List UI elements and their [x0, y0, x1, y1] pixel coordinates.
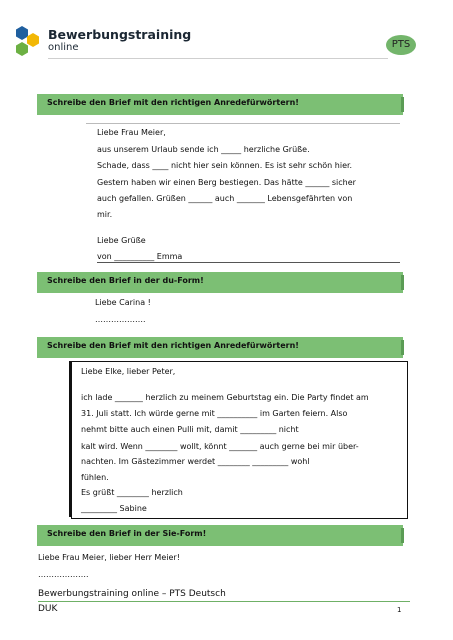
- section-header-2: [37, 272, 403, 293]
- section-header-4: [37, 525, 403, 546]
- hexagon-logo-icon: [14, 25, 44, 59]
- section-bar-tail: [401, 97, 404, 112]
- letter-line: Liebe Elke, lieber Peter,: [81, 367, 176, 376]
- letter-line: Liebe Frau Meier,: [97, 128, 166, 137]
- section-title: Schreibe den Brief in der Sie-Form!: [47, 529, 207, 538]
- footer-title: Bewerbungstraining online – PTS Deutsch: [38, 589, 226, 599]
- header-divider: [48, 58, 388, 59]
- letter-bottom-rule: [97, 262, 400, 263]
- letter-line: nehmt bitte auch einen Pulli mit, damit _________ nicht: [81, 425, 299, 434]
- letter-line: mir.: [97, 210, 113, 219]
- letter-closing: Es grüßt ________ herzlich: [81, 488, 183, 497]
- brand-title: Bewerbungstraining: [48, 27, 192, 42]
- section-bar-tail: [401, 340, 404, 355]
- letter-top-rule: [86, 123, 400, 124]
- footer-code: DUK: [38, 604, 58, 614]
- page-number: 1: [397, 606, 402, 614]
- letter-box-left-bar: [69, 361, 71, 517]
- letter-line: ich lade _______ herzlich zu meinem Geburtstag ein. Die Party findet am: [81, 393, 369, 402]
- letter-line: kalt wird. Wenn ________ wollt, könnt _______ auch gerne bei mir über-: [81, 442, 359, 451]
- letter-salutation: Liebe Carina !: [95, 298, 151, 307]
- letter-placeholder: ……………….: [95, 315, 146, 324]
- section-header-3: [37, 337, 403, 358]
- section-header-1: [37, 94, 403, 115]
- pts-badge: PTS: [386, 35, 416, 55]
- section-bar-tail: [401, 275, 404, 290]
- letter-signature: von __________ Emma: [97, 252, 183, 261]
- letter-line: fühlen.: [81, 473, 109, 482]
- letter-signature: _________ Sabine: [81, 504, 147, 513]
- letter-line: Schade, dass ____ nicht hier sein können. Es ist sehr schön hier.: [97, 161, 353, 170]
- letter-line: 31. Juli statt. Ich würde gerne mit __________ im Garten feiern. Also: [81, 409, 348, 418]
- letter-placeholder: ……………….: [38, 570, 89, 579]
- letter-line: aus unserem Urlaub sende ich _____ herzliche Grüße.: [97, 145, 310, 154]
- footer-divider: [38, 601, 410, 602]
- letter-line: Gestern haben wir einen Berg bestiegen. Das hätte ______ sicher: [97, 178, 356, 187]
- letter-line: auch gefallen. Grüßen ______ auch _______ Lebensgefährten von: [97, 194, 353, 203]
- brand-subtitle: online: [48, 42, 79, 53]
- section-title: Schreibe den Brief in der du-Form!: [47, 276, 204, 285]
- section-title: Schreibe den Brief mit den richtigen Anredefürwörtern!: [47, 98, 299, 107]
- letter-salutation: Liebe Frau Meier, lieber Herr Meier!: [38, 553, 180, 562]
- letter-line: nachten. Im Gästezimmer werdet ________ _________ wohl: [81, 457, 310, 466]
- section-bar-tail: [401, 528, 404, 543]
- section-title: Schreibe den Brief mit den richtigen Anredefürwörtern!: [47, 341, 299, 350]
- letter-closing: Liebe Grüße: [97, 236, 146, 245]
